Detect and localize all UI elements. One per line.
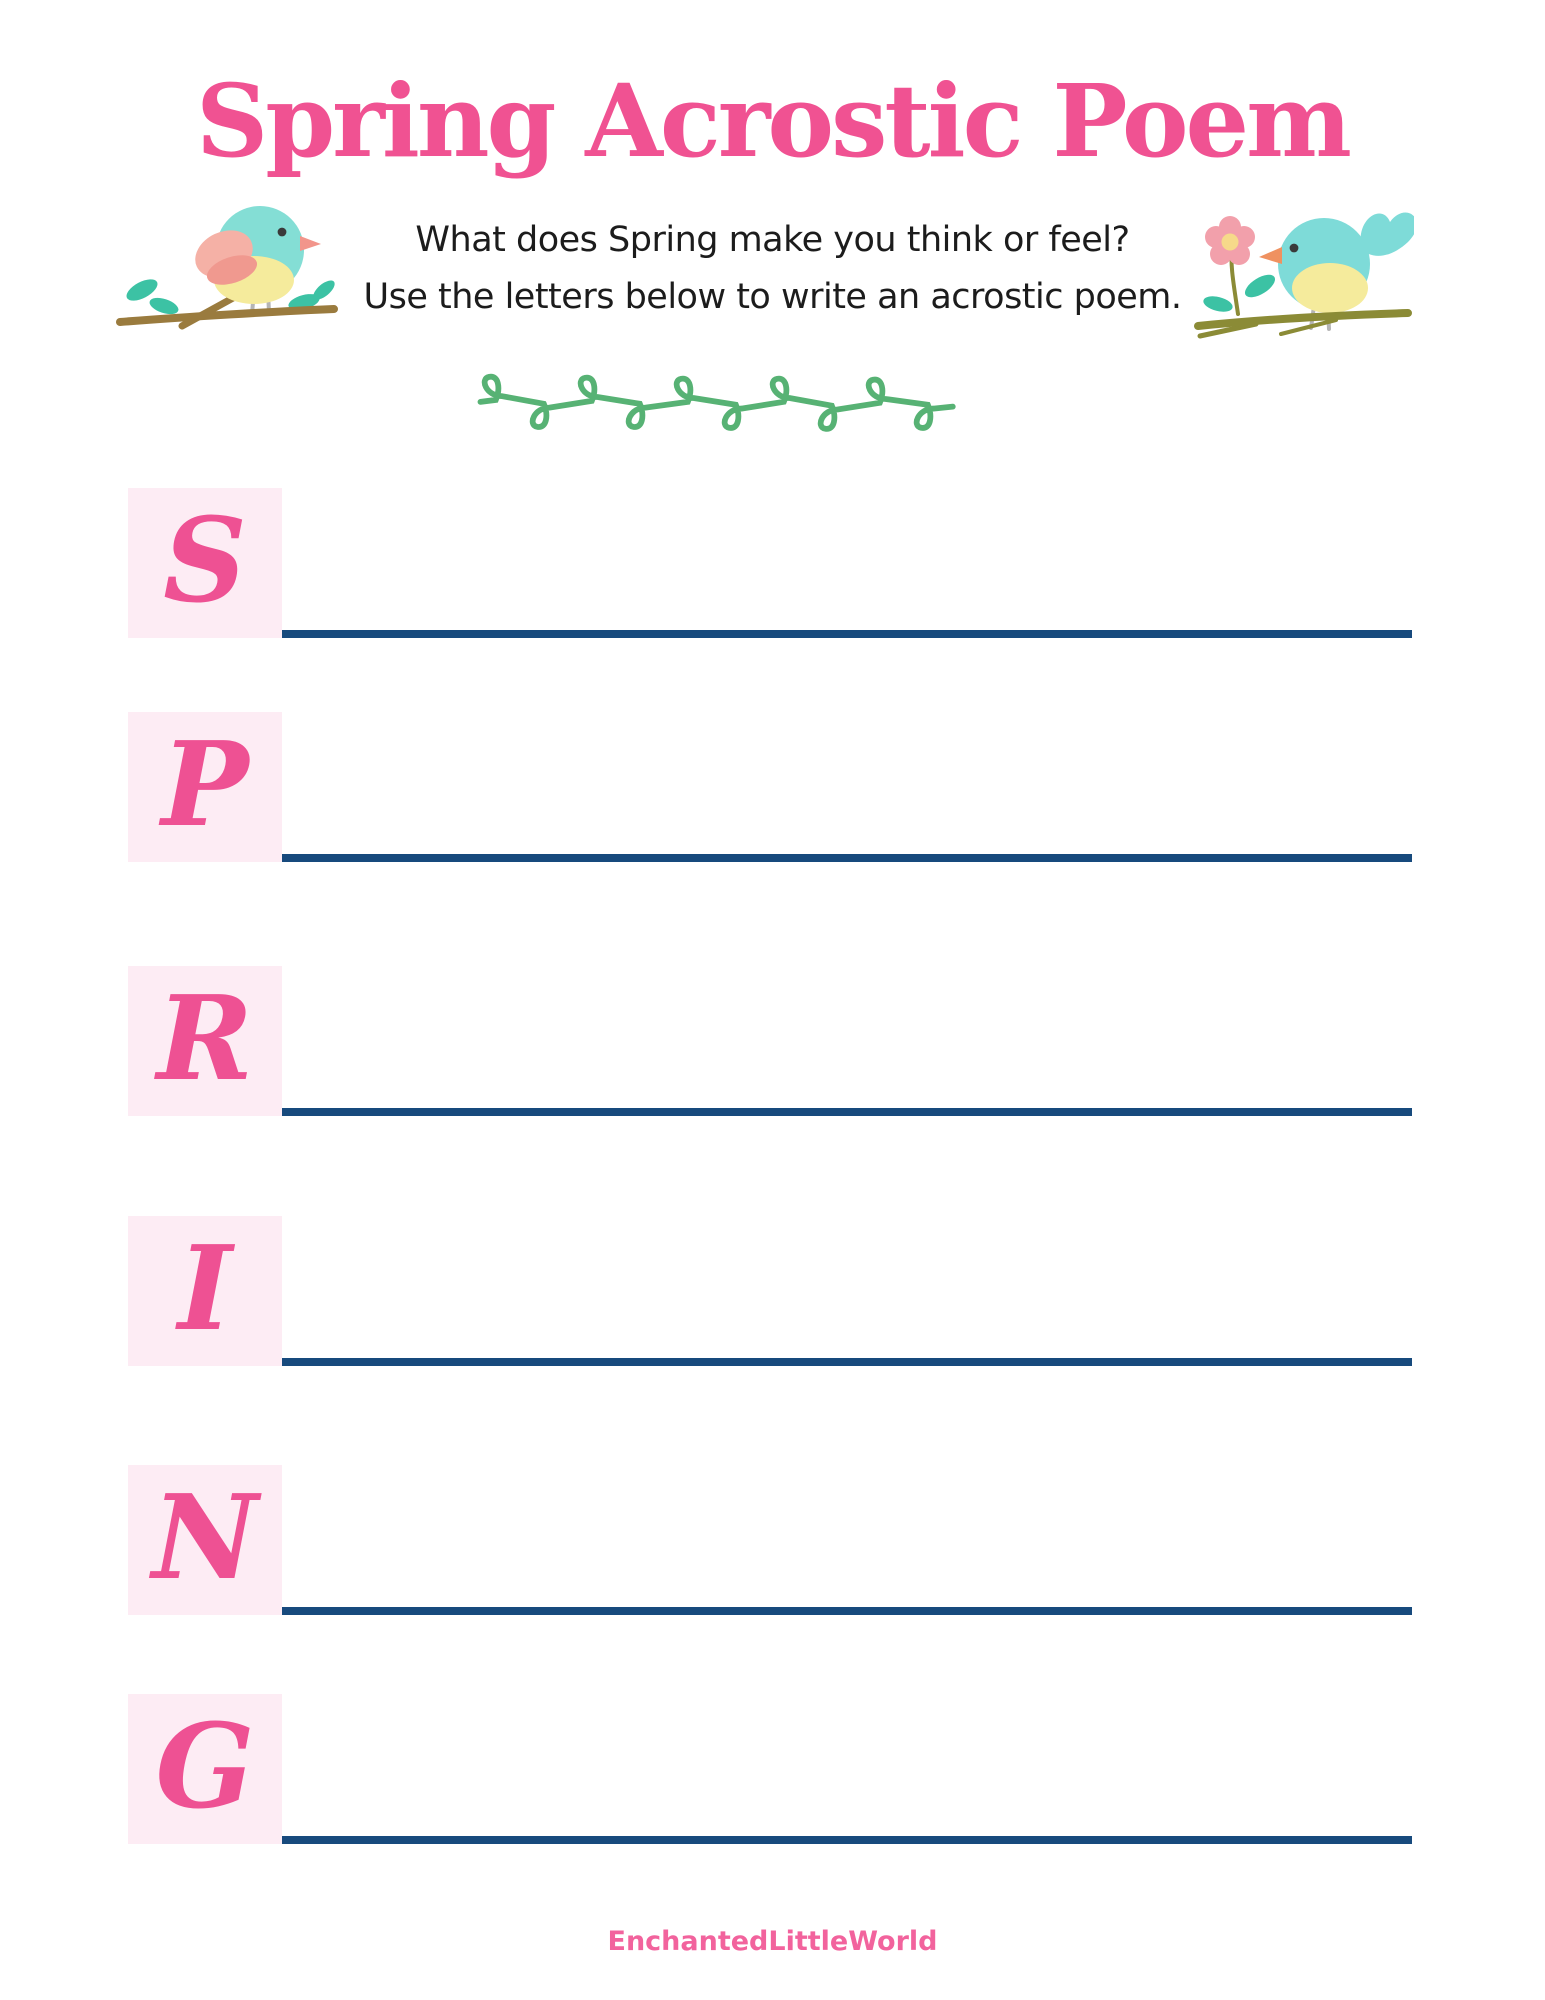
letter-tile: [128, 1465, 282, 1615]
writing-line: [282, 1358, 1412, 1366]
letter-tile: [128, 1694, 282, 1844]
acrostic-row: [128, 712, 1412, 862]
acrostic-letter: S: [163, 493, 247, 629]
instruction-line-1: What does Spring make you think or feel?: [415, 220, 1130, 260]
instruction-line-2: Use the letters below to write an acrostic poem.: [363, 277, 1182, 317]
page-title: Spring Acrostic Poem: [196, 62, 1349, 180]
acrostic-row: [128, 488, 1412, 638]
writing-line: [282, 1836, 1412, 1844]
acrostic-row: [128, 1694, 1412, 1844]
writing-line: [282, 1108, 1412, 1116]
letter-tile: [128, 1216, 282, 1366]
credit-text: EnchantedLittleWorld: [607, 1926, 938, 1957]
writing-line: [282, 630, 1412, 638]
acrostic-letter: G: [155, 1699, 255, 1835]
acrostic-letter: N: [151, 1470, 259, 1606]
writing-line: [282, 854, 1412, 862]
acrostic-letter: I: [177, 1221, 233, 1357]
bird-with-flower-icon: [1186, 186, 1414, 344]
letter-tile: [128, 488, 282, 638]
acrostic-letter: R: [156, 971, 254, 1107]
acrostic-row: [128, 1216, 1412, 1366]
letter-tile: [128, 712, 282, 862]
acrostic-row: [128, 966, 1412, 1116]
acrostic-row: [128, 1465, 1412, 1615]
vine-divider-icon: [460, 350, 1075, 446]
letter-tile: [128, 966, 282, 1116]
writing-line: [282, 1607, 1412, 1615]
acrostic-letter: P: [161, 717, 249, 853]
